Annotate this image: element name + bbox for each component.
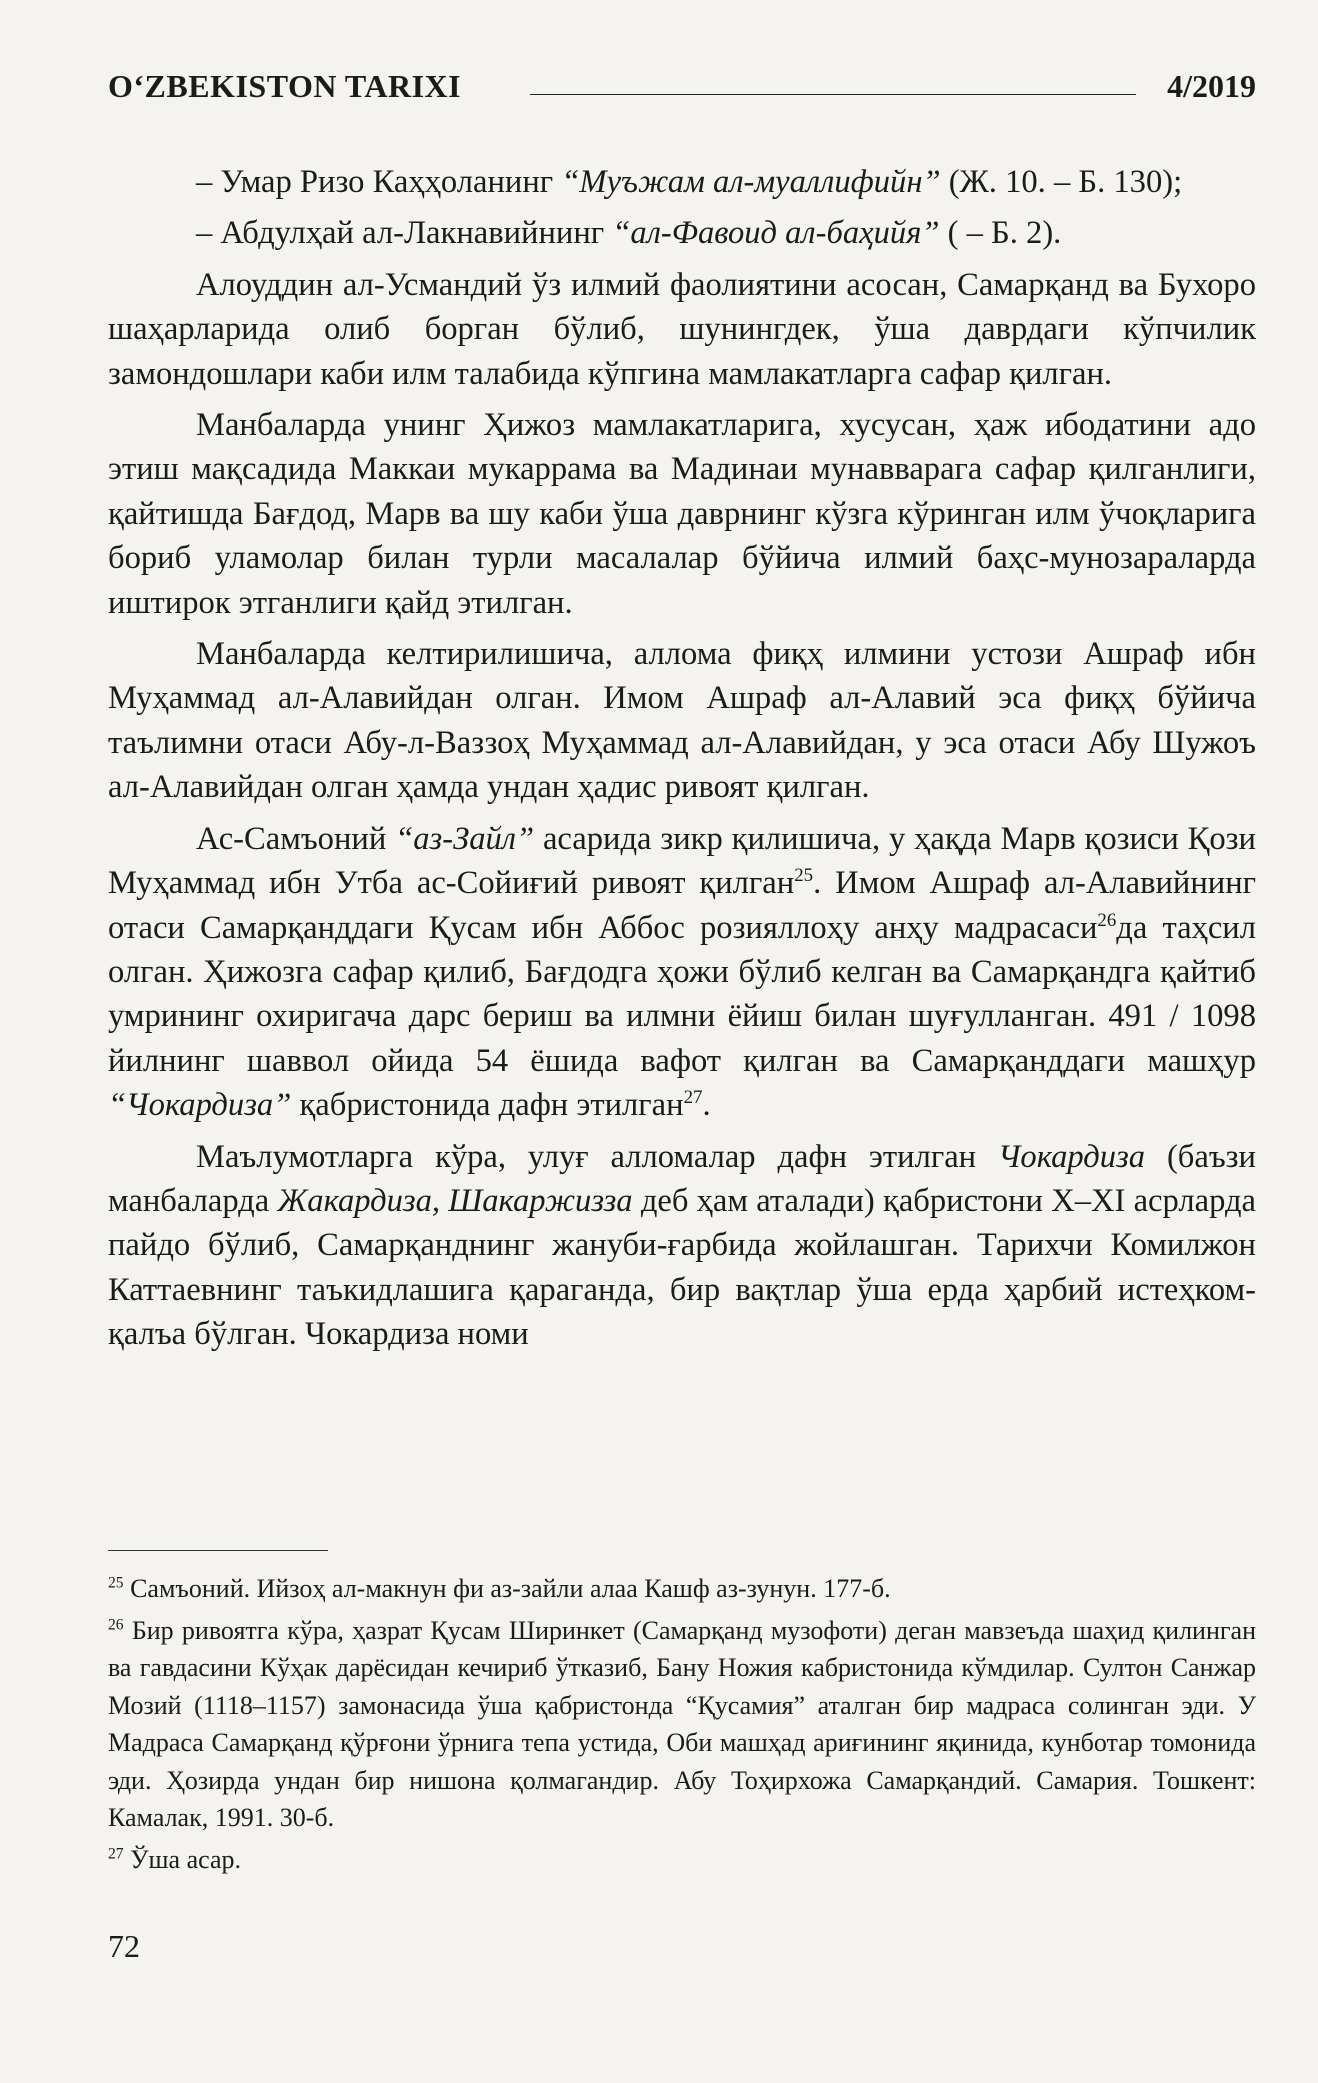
- paragraph-text: .: [702, 1087, 711, 1124]
- footnote-separator: [108, 1550, 328, 1551]
- footnote-ref: 25: [794, 865, 814, 887]
- paragraph-text: Ас-Самъоний: [196, 820, 396, 857]
- footnote: [108, 1570, 1256, 1608]
- body-paragraph: [108, 403, 1256, 625]
- italic-text: “Муъжам ал-муаллифийн”: [561, 164, 941, 200]
- paragraph-text: (Ж. 10. – Б. 130);: [940, 164, 1183, 200]
- footnote-number: 26: [108, 1615, 124, 1633]
- footnotes: [108, 1570, 1256, 1882]
- paragraph-text: – Абдулҳай ал-Лакнавийнинг: [196, 215, 613, 252]
- italic-text: Чокардиза: [997, 1138, 1146, 1175]
- paragraph-text: (баъзи манбаларда: [108, 1138, 1256, 1219]
- footnote-ref: 26: [1097, 909, 1117, 931]
- body-paragraph: [108, 263, 1256, 396]
- body-paragraph: [108, 211, 1256, 255]
- paragraph-text: Манбаларда келтирилишича, аллома фиқҳ илмини устози Ашраф ибн Муҳаммад ал-Алавийдан олган. Имом Ашраф ал-Алавий эса фиқҳ бўйича таълимни отаси Абу-л-Ваззоҳ Муҳаммад ал-Алавийдан, у эса отаси Абу Шужоъ ал-Алавийдан олган ҳамда ундан ҳадис ривоят қилган.: [108, 636, 1256, 806]
- italic-text: Жакардиза, Шакаржизза: [277, 1182, 633, 1219]
- footnote-number: 25: [108, 1574, 124, 1592]
- body-paragraph: [108, 817, 1256, 1128]
- paragraph-text: – Умар Ризо Каҳҳоланинг: [196, 164, 562, 200]
- footnote: [108, 1612, 1256, 1837]
- journal-title: O‘ZBEKISTON TARIXI: [108, 68, 462, 104]
- footnote-text: Ўша асар.: [123, 1844, 241, 1874]
- paragraph-text: да таҳсил олган. Ҳижозга сафар қилиб, Бағдодга ҳожи бўлиб келган ва Самарқандга қайтиб умрининг охиригача дарс бериш ва илмни ёйиш билан шуғулланган. 491 / 1098 йилнинг шаввол ойида 54 ёшида вафот қилган ва Самарқанддаги машҳур: [108, 909, 1256, 1079]
- paragraph-text: Алоуддин ал-Усмандий ўз илмий фаолиятини асосан, Самарқанд ва Бухоро шаҳарларида олиб борган бўлиб, шунингдек, ўша даврдаги кўпчилик замондошлари каби илм талабида кўпгина мамлакатларга сафар қилган.: [108, 266, 1256, 392]
- paragraph-text: асарида зикр қилишича, у ҳақда Марв қозиси Қози Муҳаммад ибн Утба ас-Сойиғий ривоят қилган: [108, 820, 1256, 902]
- footnote-number: 27: [108, 1844, 124, 1862]
- article-body: [108, 160, 1256, 1357]
- paragraph-text: Маълумотларга кўра, улуғ алломалар дафн этилган: [196, 1138, 998, 1175]
- issue-number: 4/2019: [1167, 68, 1256, 104]
- header-rule: [530, 94, 1136, 95]
- footnote: [108, 1841, 1256, 1879]
- italic-text: “ал-Фавоид ал-баҳийя”: [612, 215, 940, 252]
- paragraph-text: қабристонида дафн этилган: [291, 1087, 684, 1124]
- italic-text: “Чокардиза”: [108, 1087, 292, 1124]
- paragraph-text: Манбаларда унинг Ҳижоз мамлакатларига, хусусан, ҳаж ибодатини адо этиш мақсадида Маккаи мукаррама ва Мадинаи мунавварага сафар қилганлиги, қайтишда Бағдод, Марв ва шу каби ўша даврнинг кўзга кўринган илм ўчоқларига бориб уламолар билан турли масалалар бўйича илмий баҳс-мунозараларда иштирок этганлиги қайд этилган.: [108, 407, 1256, 621]
- paragraph-text: . Имом Ашраф ал-Алавийнинг отаси Самарқанддаги Қусам ибн Аббос розияллоҳу анҳу мадрасаси: [108, 865, 1256, 946]
- body-paragraph: [108, 632, 1256, 810]
- footnote-text: Самъоний. Ийзоҳ ал-макнун фи аз-зайли алаа Кашф аз-зунун. 177-б.: [123, 1574, 891, 1603]
- italic-text: “аз-Зайл”: [395, 820, 535, 857]
- paragraph-text: деб ҳам аталади) қабристони X–XI асрларда пайдо бўлиб, Самарқанднинг жануби-ғарбида жойлашган. Тарихчи Комилжон Каттаевнинг таъкидлашига қараганда, бир вақтлар ўша ерда ҳарбий истеҳком-қалъа бўлган. Чокардиза номи: [108, 1182, 1256, 1353]
- body-paragraph: [108, 1135, 1256, 1357]
- footnote-text: Бир ривоятга кўра, ҳазрат Қусам Ширинкет (Самарқанд музофоти) деган мавзеъда шаҳид қилинган ва гавдасини Кўҳак дарёсидан кечириб ўтказиб, Бану Ножия кабристонида кўмдилар. Султон Санжар Мозий (1118–1157) замонасида ўша қабристонда “Қусамия” аталган бир мадраса солинган эди. У Мадраса Самарқанд қўрғони ўрнига тепа устида, Оби машҳад ариғининг яқинида, кунботар томонида эди. Ҳозирда ундан бир нишона қолмагандир. Абу Тоҳирхожа Самарқандий. Самария. Тошкент: Камалак, 1991. 30-б.: [108, 1615, 1256, 1832]
- footnote-ref: 27: [683, 1087, 703, 1109]
- body-paragraph: [108, 160, 1256, 204]
- paragraph-text: ( – Б. 2).: [939, 215, 1062, 252]
- page-number: 72: [108, 1928, 140, 1964]
